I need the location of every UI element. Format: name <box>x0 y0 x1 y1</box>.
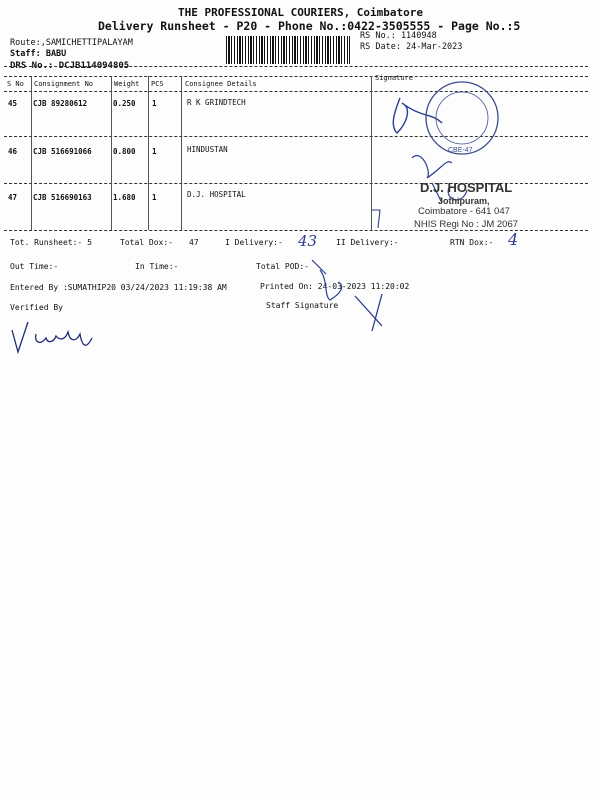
total-pod: Total POD:- <box>256 262 309 271</box>
verifier-signature <box>6 312 96 362</box>
col-header-sno: S No <box>7 80 24 88</box>
table-row-sno: 45 <box>8 99 18 108</box>
table-row-weight: 0.250 <box>113 99 136 108</box>
column-divider <box>148 76 149 230</box>
verified-by: Verified By <box>10 303 63 312</box>
staff-text: Staff: BABU <box>10 49 67 59</box>
table-row-weight: 1.680 <box>113 193 136 202</box>
rule <box>4 76 588 77</box>
signature-stroke <box>12 322 92 352</box>
staff-signature-svg <box>300 256 400 336</box>
ii-delivery-label: II Delivery:- <box>336 238 399 247</box>
table-row-consignee: D.J. HOSPITAL <box>187 190 246 199</box>
i-delivery-handwritten: 43 <box>298 232 318 250</box>
round-seal-inner <box>436 92 488 144</box>
rs-date: RS Date: 24-Mar-2023 <box>360 42 463 52</box>
table-row-pcs: 1 <box>152 99 157 108</box>
table-row-sno: 46 <box>8 147 18 156</box>
column-divider <box>111 76 112 230</box>
signature-cross <box>355 294 382 331</box>
table-row-consignment: CJB 89280612 <box>33 99 88 108</box>
out-time: Out Time:- <box>10 262 59 271</box>
signature-stroke <box>393 98 442 133</box>
staff-signature-label: Staff Signature <box>266 301 339 310</box>
mark-stroke <box>372 210 380 228</box>
in-time: In Time:- <box>135 262 179 271</box>
runsheet-subtitle: Delivery Runsheet - P20 - Phone No.:0422-3505555 - Page No.:5 <box>98 19 521 33</box>
tot-runsheet: Tot. Runsheet:- 5 <box>10 238 92 247</box>
col-header-pcs: PCS <box>151 80 164 88</box>
stamp-name: D.J. HOSPITAL <box>420 180 513 195</box>
table-row-consignee: R K GRINDTECH <box>187 98 246 107</box>
signature-stroke <box>412 156 452 178</box>
signature-stroke <box>312 260 342 300</box>
stamp-address: Jothipuram, <box>438 196 490 206</box>
table-row-consignment: CJB 516690163 <box>33 193 92 202</box>
col-header-consignment: Consignment No <box>34 80 94 88</box>
total-dox-label: Total Dox:- <box>120 238 173 247</box>
total-dox-value: 47 <box>189 238 199 247</box>
barcode <box>226 36 350 64</box>
i-delivery-label: I Delivery:- <box>225 238 283 247</box>
stamp-registration: NHIS Regi No : JM 2067 <box>414 219 519 230</box>
rule <box>4 66 588 67</box>
column-divider <box>31 76 32 230</box>
route-text: Route:,SAMICHETTIPALAYAM <box>10 38 133 48</box>
round-seal <box>426 82 498 154</box>
printed-on: Printed On: 24-03-2023 11:20:02 <box>260 282 410 291</box>
company-title: THE PROFESSIONAL COURIERS, Coimbatore <box>178 6 424 19</box>
table-row-sno: 47 <box>8 193 18 202</box>
col-header-signature: Signature <box>375 74 413 82</box>
table-row-pcs: 1 <box>152 193 157 202</box>
table-row-weight: 0.800 <box>113 147 136 156</box>
stamp-city: Coimbatore - 641 047 <box>418 206 510 217</box>
column-divider <box>181 76 182 230</box>
rtn-dox-handwritten: 4 <box>508 230 519 249</box>
drs-number: DRS No.: DCJB114094805 <box>10 61 130 71</box>
table-row-consignee: HINDUSTAN <box>187 145 228 154</box>
rs-number: RS No.: 1140948 <box>360 31 437 41</box>
entered-by: Entered By :SUMATHIP20 03/24/2023 11:19:38 AM <box>10 283 227 292</box>
rtn-dox-label: RTN Dox:- <box>450 238 494 247</box>
round-seal-text: CBE-47 <box>448 147 473 154</box>
table-row-pcs: 1 <box>152 147 157 156</box>
table-row-consignment: CJB 516691066 <box>33 147 92 156</box>
col-header-consignee: Consignee Details <box>185 80 257 88</box>
col-header-weight: Weight <box>114 80 140 88</box>
